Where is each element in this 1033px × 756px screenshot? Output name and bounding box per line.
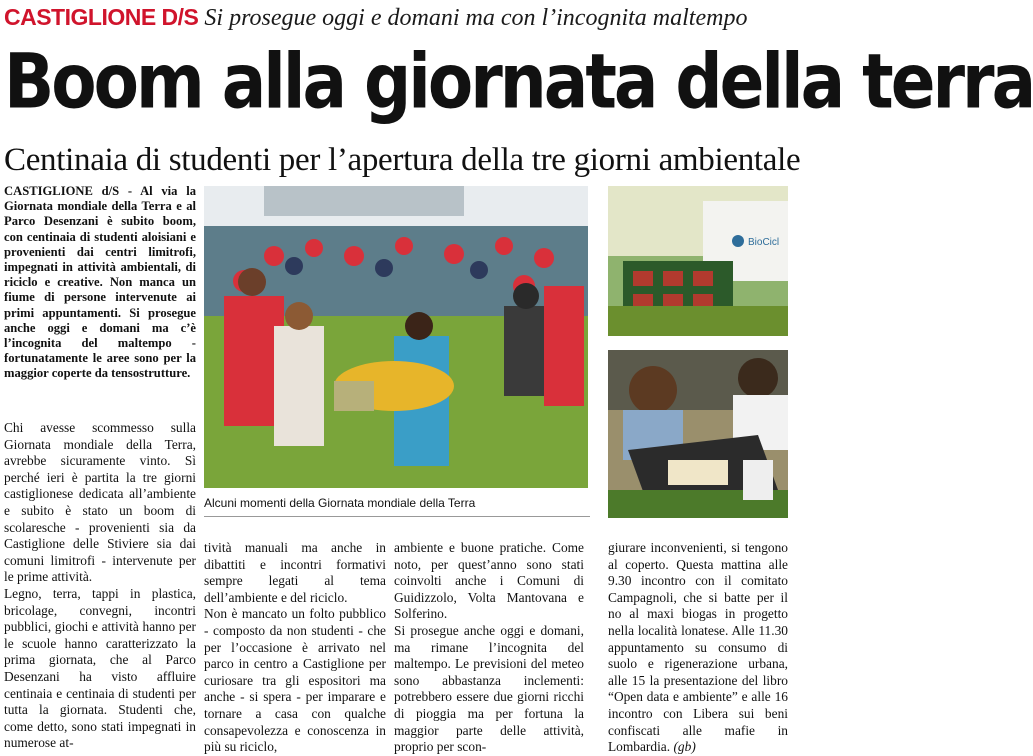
col3-paragraph-2: Si prosegue anche oggi e domani, ma rimane l’incognita del maltempo. Le previsioni del meteo sono abbastanza inclementi: potrebbero essere due giorni ricchi di pioggia ma per fortuna la maggior parte delle attività, proprio per scon- [394,622,584,755]
side-photo-top [608,186,788,336]
lead-location: CASTIGLIONE d/S [4,184,120,198]
col2-paragraph-2: Non è mancato un folto pubblico - composto da non studenti - che per l’occasione è arrivato nel parco in centro a Castiglione per curiosare tra gli espositori ma anche - si spera - per imparare e tornare a casa con qualche consapevolezza e conoscenza in più su riciclo, [204,606,386,755]
kicker-location: CASTIGLIONE D/S [4,4,199,30]
side-photo-bottom [608,350,788,518]
col4-paragraph-1: giurare inconvenienti, si tengono al coperto. Questa mattina alle 9.30 incontro con il comitato Campagnoli, che si batte per il no al maxi biogas in progetto nella località lonatese. Alle 11.30 appuntamento su consumo di suolo e rigenerazione urbana, alle 15 la presentazione del libro “Open data e ambiente” e alle 16 incontro con Libera sui beni confiscati alle mafie in Lombardia. [608,540,788,755]
col2-paragraph-1: tività manuali ma anche in dibattiti e incontri formativi sempre legati al tema dell’ambiente e del riciclo. [204,540,386,605]
col1-paragraph-2: Legno, terra, tappi in plastica, bricolage, convegni, incontri pubblici, giochi e attività hanno per le scuole hanno caratterizzato la prima giornata, che al Parco Desenzani ha visto affluire centinaia e centinaia di studenti per tutta la giornata. Studenti che, come detto, sono stati impegnati in numerose at- [4,585,196,751]
kicker [4,4,747,34]
col3-paragraph-1: ambiente e buone pratiche. Come noto, per quest’anno sono stati coinvolti anche i Comuni di Guidizzolo, Volta Mantovana e Solferino. [394,540,584,622]
lead-paragraph [4,184,196,382]
article-column-2 [204,540,386,756]
headline: Boom alla giornata della terra [4,37,1033,126]
article-column-4 [608,540,788,756]
article-column-3 [394,540,584,756]
caption-divider [204,516,590,517]
lead-text: - Al via la Giornata mondiale della Terra e al Parco Desenzani è subito boom, con centinaia di studenti aloisiani e provenienti dai centri limitrofi, impegnati in attività ambientali, di riciclo e creative. Non manca un fiume di persone intervenute ai primi appuntamenti. Si prosegue anche oggi e domani ma c’è l’incognita del maltempo - fortunatamente le aree sono per la maggior coperte da tensostrutture. [4,184,196,381]
photo-sign-text: BioCicl [748,237,780,248]
kicker-text: Si prosegue oggi e domani ma con l’incognita maltempo [204,5,748,31]
article-column-1 [4,420,196,752]
main-photo [204,186,588,488]
author-signature: (gb) [673,739,696,755]
col1-paragraph-1: Chi avesse scommesso sulla Giornata mondiale della Terra, avrebbe sicuramente vinto. Sì perché ieri è partita la tre giorni castiglionese dedicata all’ambiente e subito è stato un boom di scolaresche - provenienti sia da Castiglione delle Stiviere sia dai comuni limitrofi - intervenute per le prime attività. [4,420,196,585]
photo-caption: Alcuni momenti della Giornata mondiale della Terra [204,496,476,510]
subheadline: Centinaia di studenti per l’apertura della tre giorni ambientale [4,142,801,178]
